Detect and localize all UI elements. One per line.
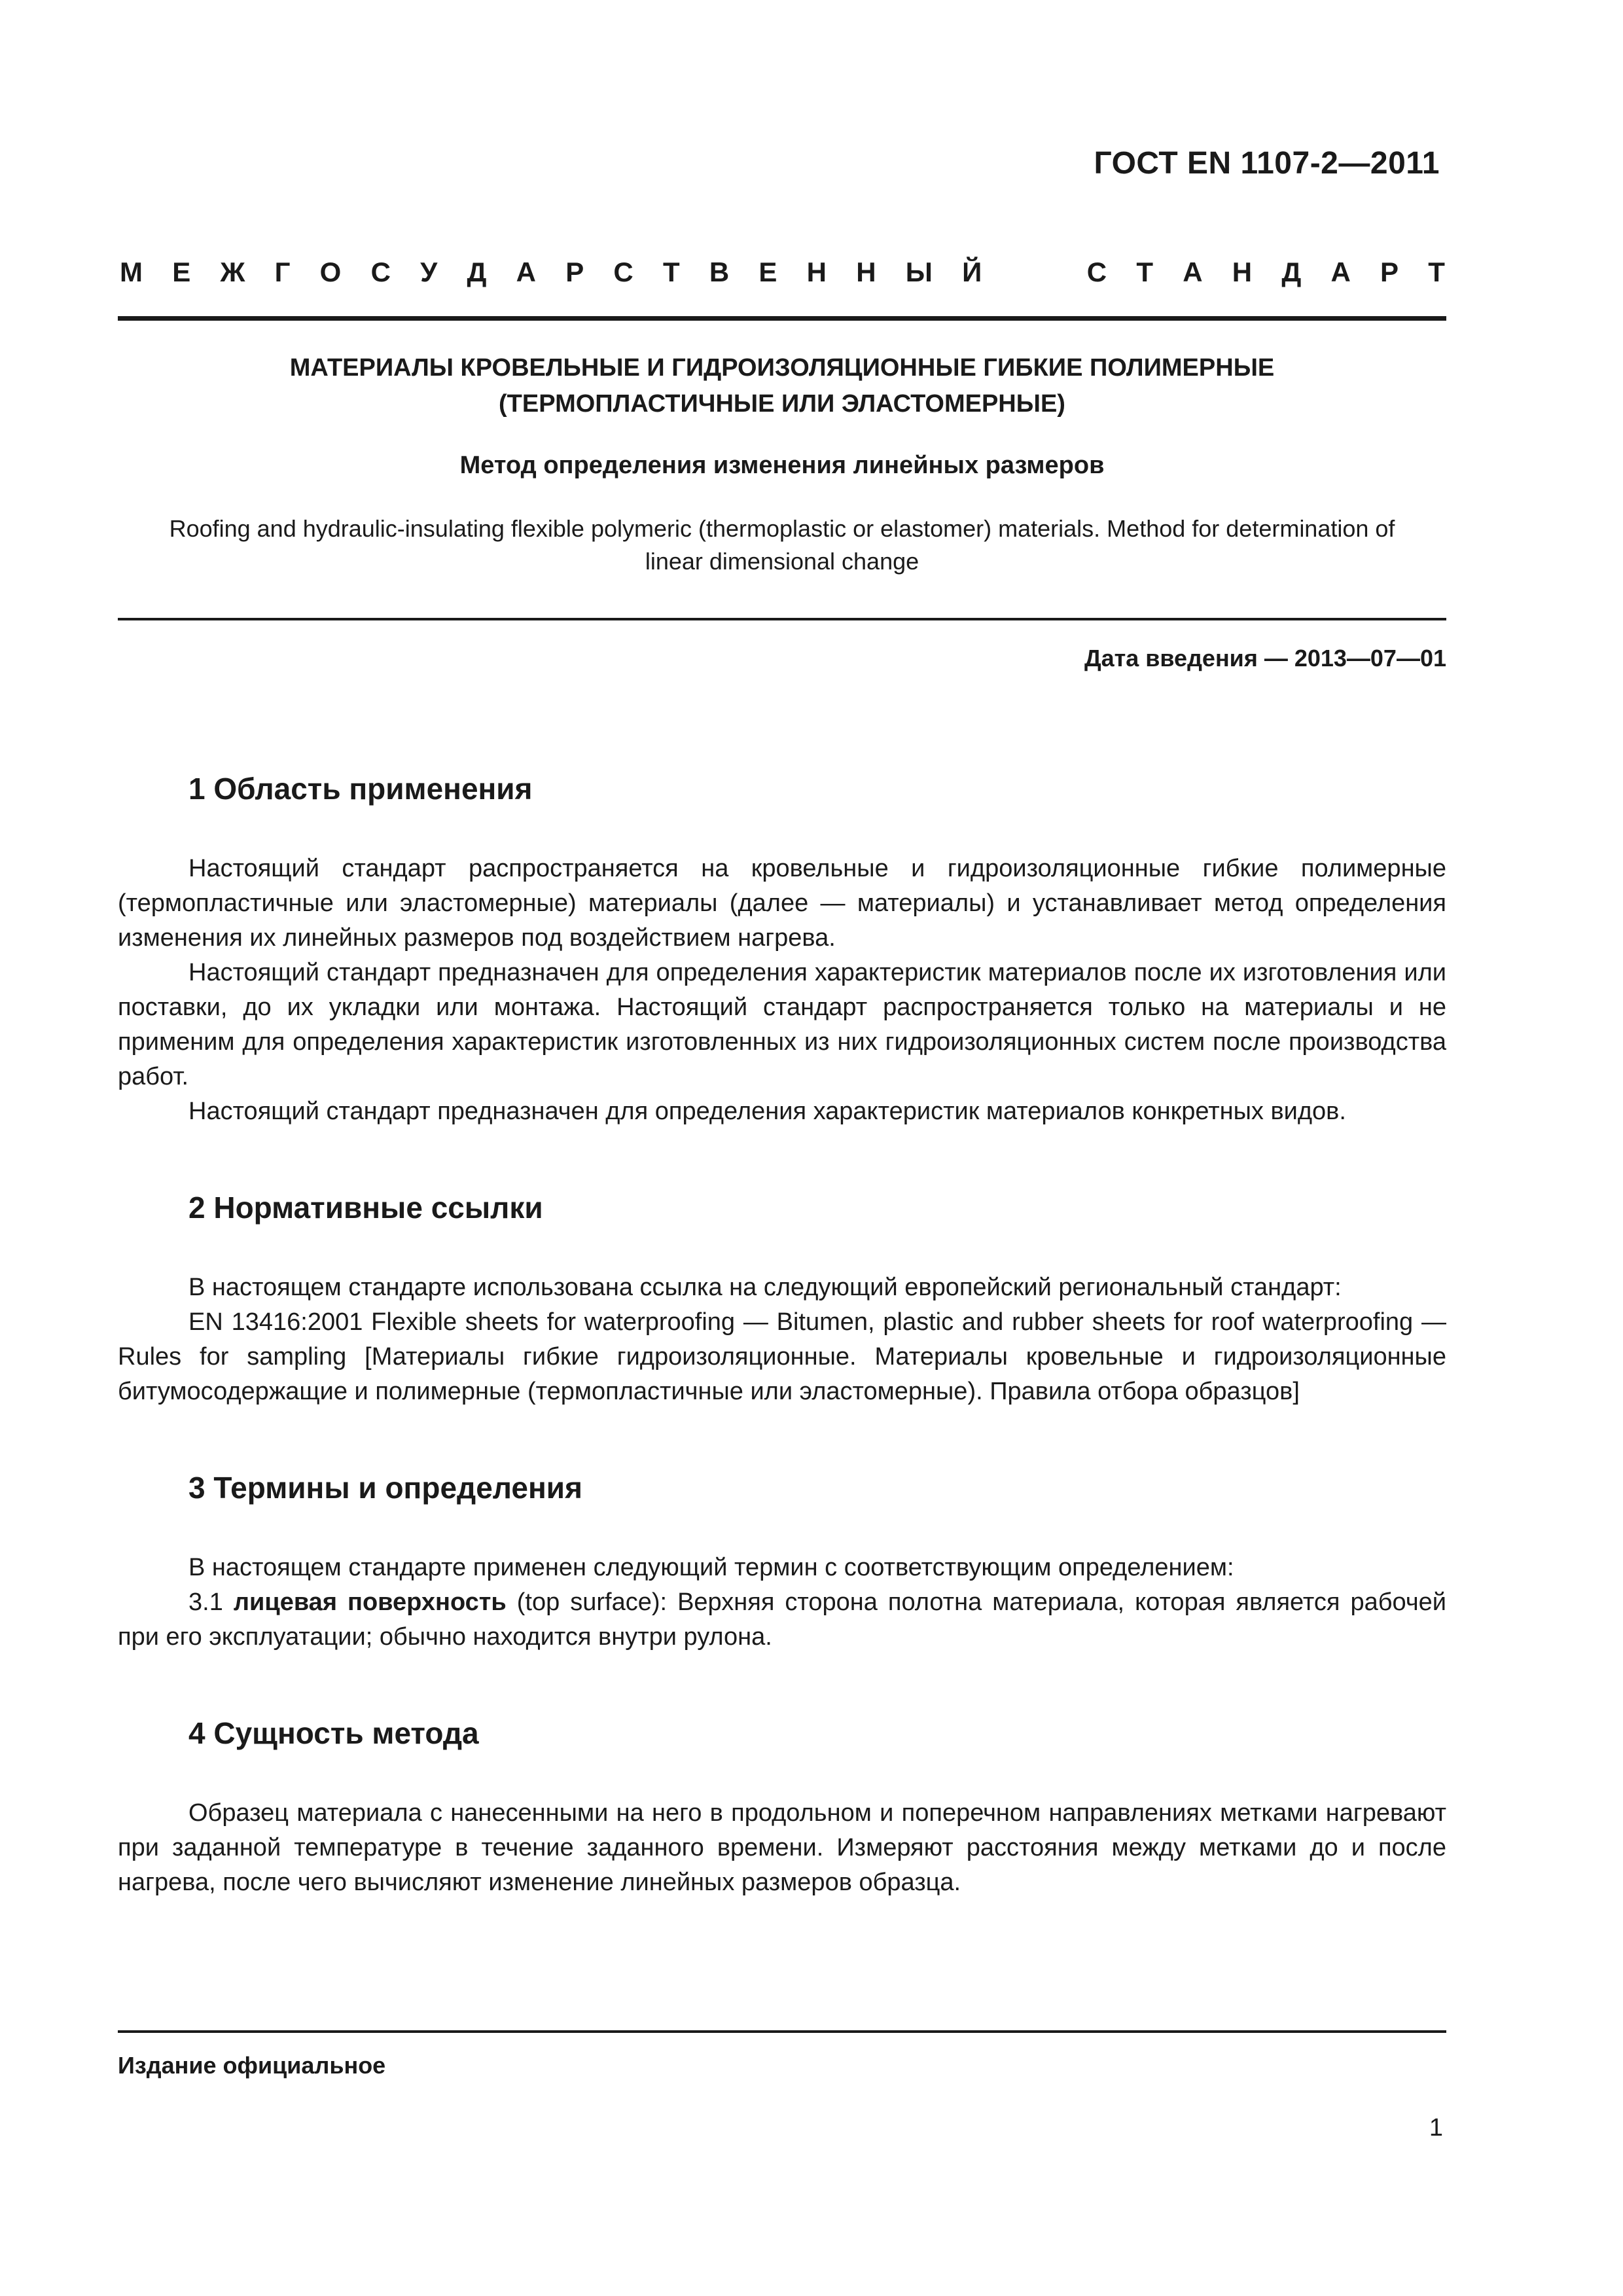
title-en-line: linear dimensional change: [645, 548, 919, 575]
banner-letter: С: [1086, 257, 1107, 287]
banner-letter: М: [120, 257, 143, 287]
banner-letter: Е: [758, 257, 777, 287]
banner-letter: Е: [172, 257, 191, 287]
title-en-line: Roofing and hydraulic-insulating flexible polymeric (thermoplastic or elastomer) materials. Method for determination of: [169, 515, 1395, 542]
banner-letter: Д: [1281, 257, 1302, 287]
document-subtitle: Метод определения изменения линейных размеров: [459, 452, 1105, 479]
banner-letter: Т: [662, 257, 680, 287]
term-name: лицевая поверхность: [233, 1588, 507, 1616]
banner-letter: Н: [806, 257, 827, 287]
introduction-date: Дата введения — 2013—07—01: [1084, 645, 1446, 672]
footer-divider: [118, 2030, 1446, 2033]
paragraph: Настоящий стандарт распространяется на кровельные и гидроизоляционные гибкие полимерные (термопластичные или эластомерные) материалы (далее — материалы) и устанавливает метод определения изменения их линейных размеров под воздействием нагрева.: [118, 855, 1446, 952]
banner-letter: Й: [962, 257, 982, 287]
banner-letter: У: [420, 257, 438, 287]
section-spacer: [118, 1655, 1446, 1713]
standard-number: ГОСТ EN 1107-2—2011: [1094, 146, 1440, 181]
banner-letter: О: [319, 257, 342, 287]
banner-letter: Г: [274, 257, 291, 287]
banner-letter: Н: [856, 257, 876, 287]
banner-letter: Ж: [220, 257, 245, 287]
term-text: (top surface): Верхняя сторона полотна материала, которая является рабочей при его эксплуатации; обычно находится внутри рулона.: [118, 1588, 1446, 1651]
banner-letter: Д: [467, 257, 487, 287]
banner-letter: В: [709, 257, 730, 287]
banner-letter: А: [516, 257, 536, 287]
banner-letter: Р: [565, 257, 584, 287]
paragraph: Настоящий стандарт предназначен для определения характеристик материалов конкретных видов.: [188, 1098, 1346, 1125]
term-number: 3.1: [188, 1588, 234, 1616]
paragraph: Настоящий стандарт предназначен для определения характеристик материалов после их изготовления или поставки, до их укладки или монтажа. Настоящий стандарт распространяется только на материалы и не применим для определения характеристик изготовленных из них гидроизоляционных систем после производства работ.: [118, 959, 1446, 1090]
document-body: [118, 769, 1446, 1900]
banner-letter: Р: [1380, 257, 1399, 287]
document-title-ru: [118, 350, 1446, 422]
term-definition: [118, 1585, 1446, 1655]
paragraph: В настоящем стандарте использована ссылка на следующий европейский региональный стандарт:: [188, 1274, 1342, 1301]
banner-letter: Ы: [905, 257, 933, 287]
section-heading: 2 Нормативные ссылки: [188, 1191, 543, 1225]
banner-letter: Н: [1232, 257, 1253, 287]
title-ru-line: МАТЕРИАЛЫ КРОВЕЛЬНЫЕ И ГИДРОИЗОЛЯЦИОННЫЕ ГИБКИЕ ПОЛИМЕРНЫЕ: [289, 354, 1275, 382]
document-title-en: [118, 512, 1446, 578]
banner-letter: Т: [1428, 257, 1445, 287]
section-heading: 3 Термины и определения: [188, 1471, 582, 1505]
banner-letter: С: [370, 257, 391, 287]
paragraph: В настоящем стандарте применен следующий термин с соответствующим определением:: [188, 1554, 1234, 1581]
section-heading: 4 Сущность метода: [188, 1716, 479, 1750]
paragraph: Образец материала с нанесенными на него в продольном и поперечном направлениях метками нагревают при заданной температуре в течение заданного времени. Измеряют расстояния между метками до и после нагрева, после чего вычисляют изменение линейных размеров образца.: [118, 1799, 1446, 1896]
page-number: 1: [1429, 2114, 1443, 2142]
paragraph: EN 13416:2001 Flexible sheets for waterproofing — Bitumen, plastic and rubber sheets for roof waterproofing — Rules for sampling [Материалы гибкие гидроизоляционные. Материалы кровельные и гидроизоляционные битумосодержащие и полимерные (термопластичные или эластомерные). Правила отбора образцов]: [118, 1308, 1446, 1405]
banner-letter: С: [613, 257, 633, 287]
banner-letter: А: [1330, 257, 1351, 287]
section-spacer: [118, 1129, 1446, 1188]
edition-label: Издание официальное: [118, 2052, 386, 2079]
standard-kind-banner: [120, 257, 1445, 288]
header-divider: [118, 316, 1446, 321]
title-divider: [118, 618, 1446, 620]
section-heading: 1 Область применения: [188, 772, 533, 806]
title-ru-line: (ТЕРМОПЛАСТИЧНЫЕ ИЛИ ЭЛАСТОМЕРНЫЕ): [499, 390, 1065, 418]
banner-letter: Т: [1136, 257, 1153, 287]
banner-letter: А: [1183, 257, 1203, 287]
banner-word-gap: [1012, 257, 1058, 288]
section-spacer: [118, 1409, 1446, 1468]
